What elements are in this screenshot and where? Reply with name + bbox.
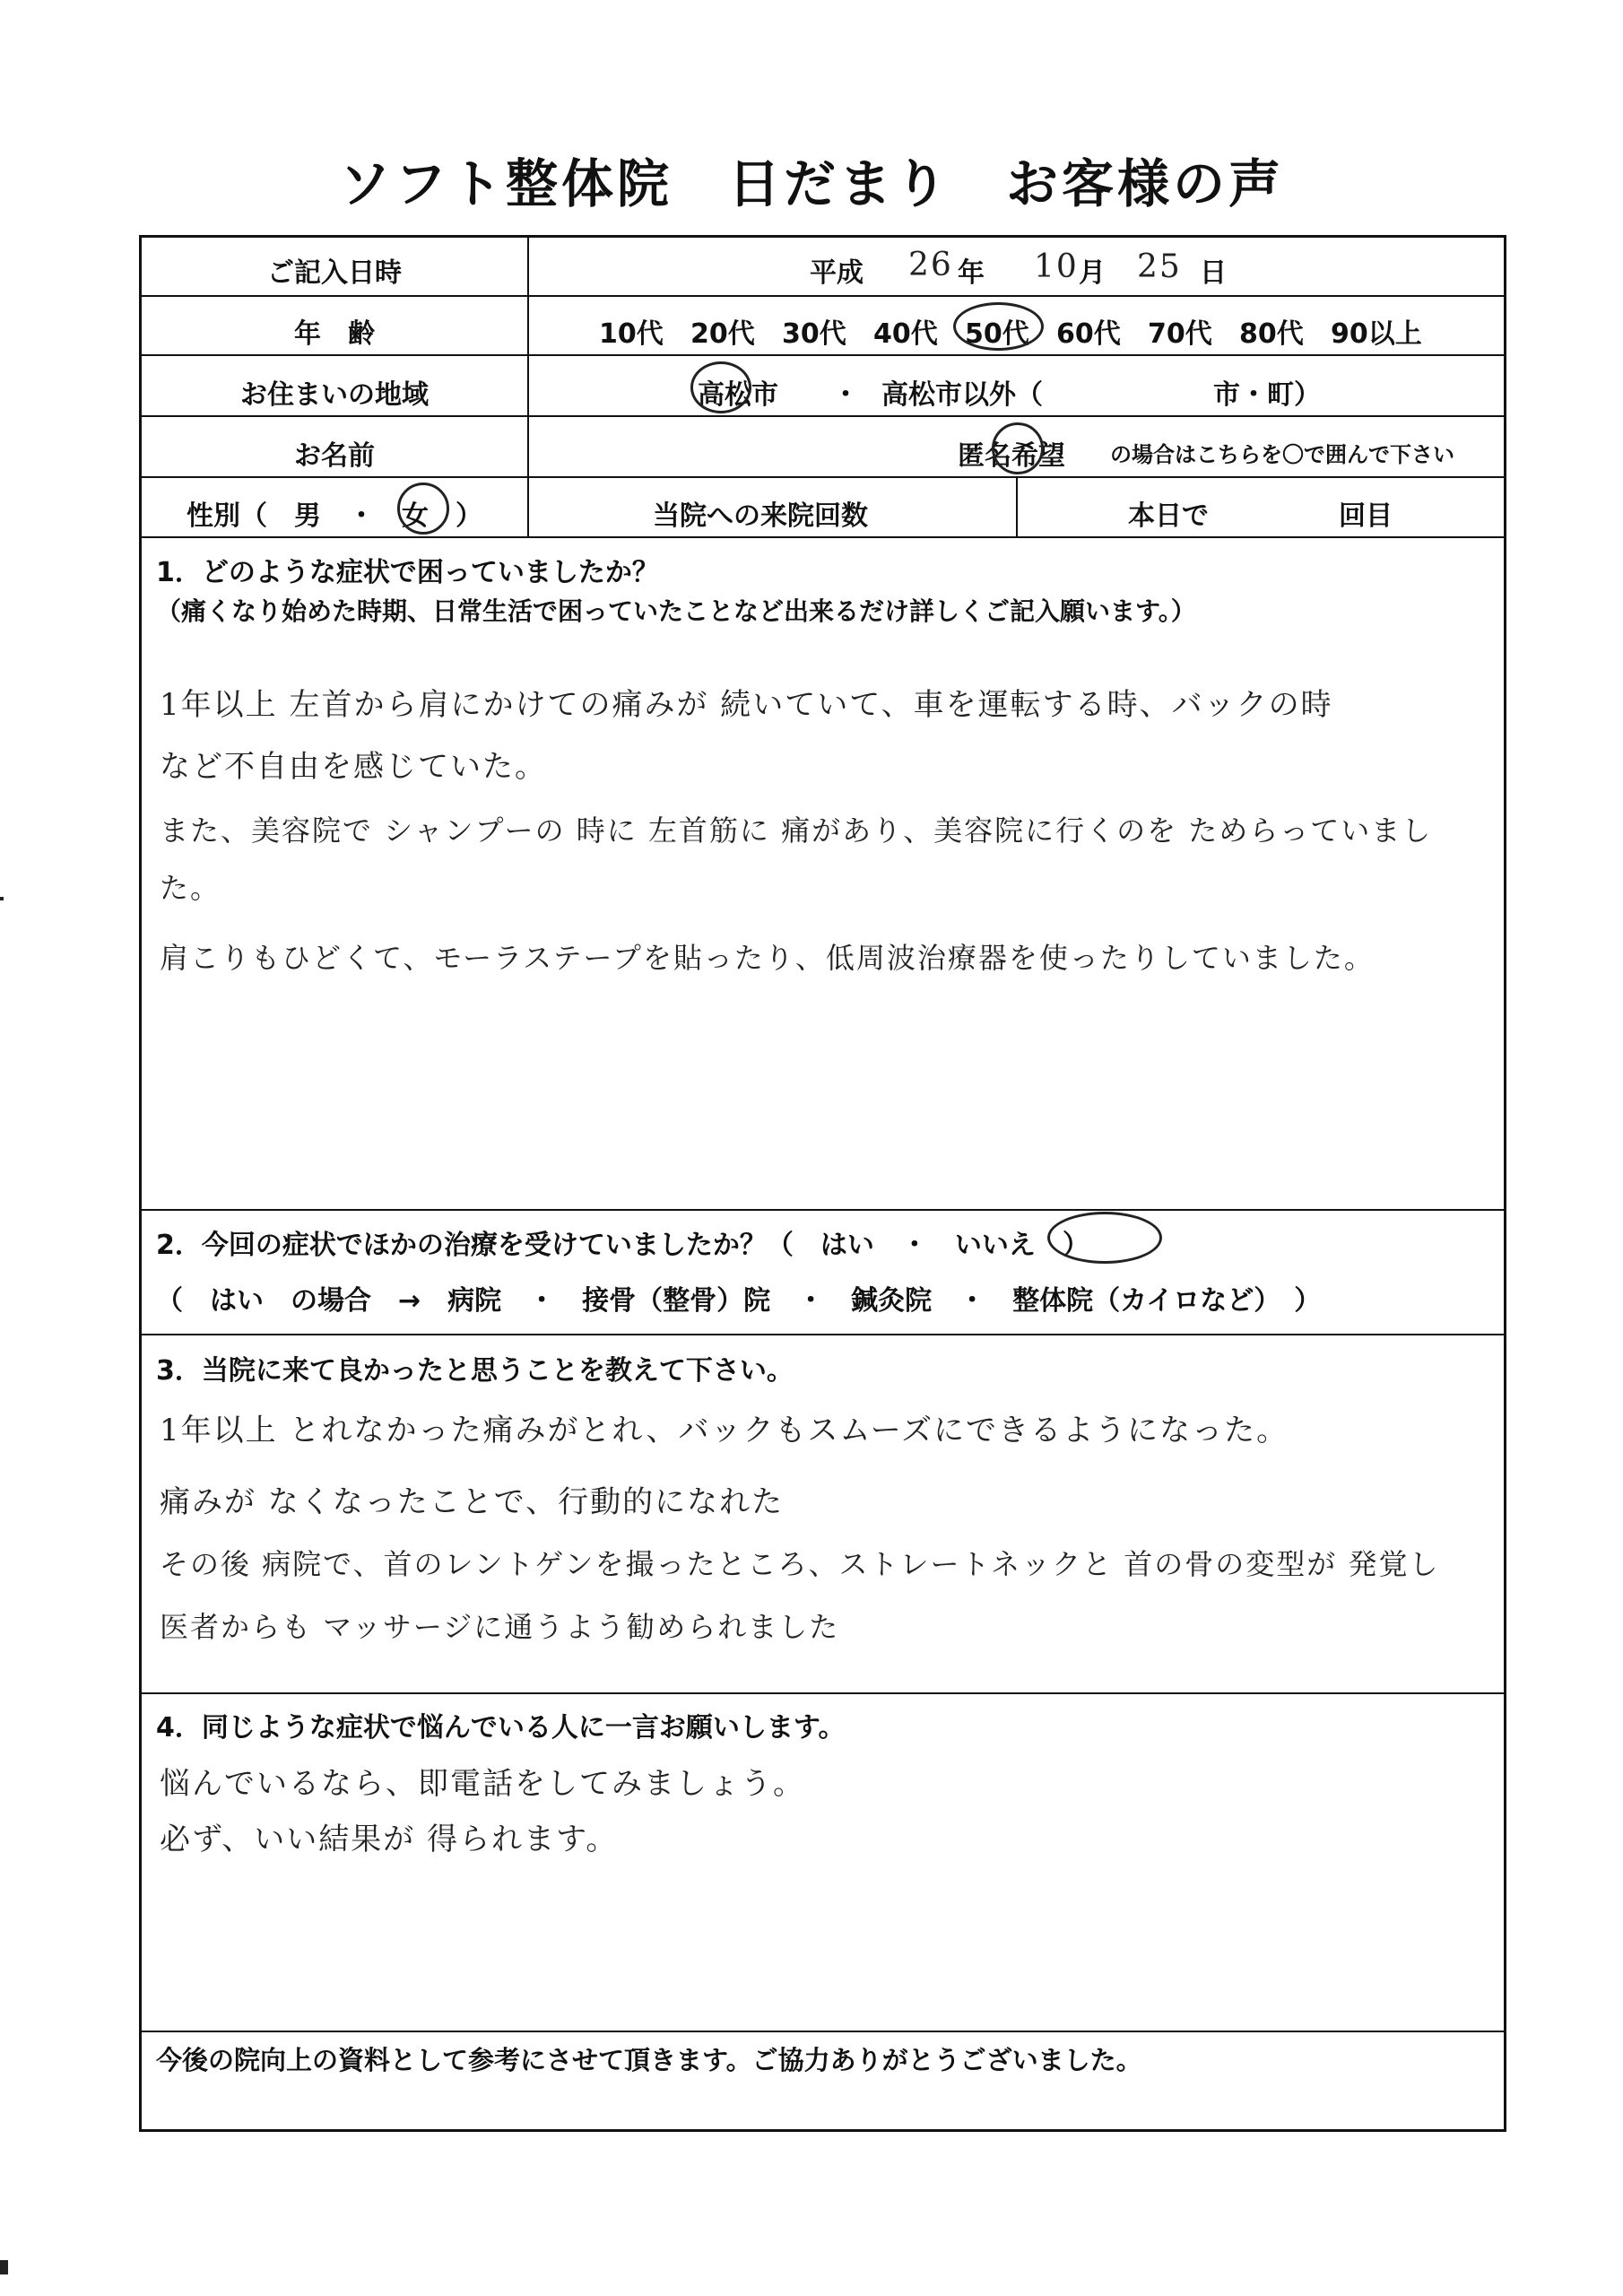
selection-circle [953, 302, 1044, 351]
row-divider [142, 476, 1504, 478]
section-divider [142, 1692, 1504, 1694]
q1-answer-line: た。 [160, 871, 221, 905]
footer-text: 今後の院向上の資料として参考にさせて頂きます。ご協力ありがとうございました。 [156, 2045, 1142, 2075]
q3-answer-line: 医者からも マッサージに通うよう勧められました [160, 1610, 840, 1644]
row-divider [142, 415, 1504, 417]
q3-answer-line: 痛みが なくなったことで、行動的になれた [160, 1484, 785, 1520]
q1-subtext: （痛くなり始めた時期、日常生活で困っていたことなど出来るだけ詳しくご記入願います。） [156, 596, 1196, 626]
day-unit: 日 [1200, 257, 1227, 289]
q2-question: 2．今回の症状でほかの治療を受けていましたか？（ はい ・ いいえ ） [156, 1230, 1089, 1261]
year-value[interactable]: 26 [908, 247, 953, 283]
scan-mark [0, 2260, 8, 2274]
column-divider [527, 238, 529, 536]
section-divider [142, 2031, 1504, 2032]
scan-mark [0, 897, 4, 900]
selection-circle [1047, 1212, 1162, 1264]
q3-answer-line: その後 病院で、首のレントゲンを撮ったところ、ストレートネックと 首の骨の変型が 発覚し [160, 1547, 1440, 1581]
q1-answer-line: また、美容院で シャンプーの 時に 左首筋に 痛があり、美容院に行くのを ためらっていまし [160, 813, 1433, 848]
age-option-80[interactable]: 80代 [1239, 318, 1304, 350]
visits-label: 当院への来院回数 [653, 500, 868, 532]
survey-form [139, 235, 1506, 2132]
q4-question: 4．同じような症状で悩んでいる人に一言お願いします。 [156, 1712, 846, 1744]
q4-answer-line: 必ず、いい結果が 得られます。 [160, 1822, 619, 1857]
age-option-10[interactable]: 10代 [599, 318, 664, 350]
month-value[interactable]: 10 [1034, 248, 1079, 285]
year-unit: 年 [958, 257, 985, 289]
age-option-30[interactable]: 30代 [782, 318, 846, 350]
region-option-other[interactable]: 高松市以外（ [881, 379, 1043, 411]
visits-today-label: 本日で [1128, 500, 1209, 532]
age-option-60[interactable]: 60代 [1056, 318, 1121, 350]
q3-question: 3．当院に来て良かったと思うことを教えて下さい。 [156, 1355, 794, 1387]
q4-answer-line: 悩んでいるなら、即電話をしてみましょう。 [160, 1766, 805, 1802]
visits-unit: 回目 [1339, 500, 1393, 532]
region-option-other-suffix: 市・町） [1213, 379, 1321, 411]
age-option-20[interactable]: 20代 [690, 318, 755, 350]
name-label: お名前 [294, 440, 375, 472]
age-option-70[interactable]: 70代 [1148, 318, 1212, 350]
day-value[interactable]: 25 [1137, 248, 1182, 285]
page-title: ソフト整体院 日だまり お客様の声 [338, 153, 1284, 214]
column-divider [1016, 476, 1018, 536]
region-separator: ・ [832, 379, 859, 411]
era-label: 平成 [810, 257, 864, 289]
anonymous-note: の場合はこちらを〇で囲んで下さい [1110, 442, 1454, 467]
date-label: ご記入日時 [267, 257, 402, 289]
age-option-90[interactable]: 90以上 [1331, 318, 1422, 350]
row-divider [142, 354, 1504, 356]
region-option-takamatsu[interactable]: 高松市 [698, 379, 778, 411]
anonymous-option[interactable]: 匿名希望 [958, 440, 1065, 472]
selection-circle [690, 361, 751, 413]
section-divider [142, 1334, 1504, 1335]
selection-circle [397, 483, 449, 535]
row-divider [142, 295, 1504, 297]
age-option-40[interactable]: 40代 [873, 318, 938, 350]
age-option-50[interactable]: 50代 [965, 318, 1029, 350]
age-label: 年 齢 [294, 318, 375, 350]
q1-question: 1．どのような症状で困っていましたか？ [156, 557, 659, 588]
q1-answer-line: など不自由を感じていた。 [160, 749, 547, 785]
region-label: お住まいの地域 [240, 379, 429, 411]
section-divider [142, 1209, 1504, 1211]
q1-answer-line: 肩こりもひどくて、モーラステープを貼ったり、低周波治療器を使ったりしていました。 [160, 941, 1375, 975]
gender-label: 性別（ 男 ・ 女 ） [187, 500, 482, 532]
q2-subtext: （ はい の場合 → 病院 ・ 接骨（整骨）院 ・ 鍼灸院 ・ 整体院（カイロなど） ） [156, 1285, 1322, 1317]
q3-answer-line: 1年以上 とれなかった痛みがとれ、バックもスムーズにできるようになった。 [160, 1413, 1289, 1448]
row-divider [142, 536, 1504, 538]
selection-circle [992, 422, 1044, 474]
q1-answer-line: 1年以上 左首から肩にかけての痛みが 続いていて、車を運転する時、バックの時 [160, 687, 1333, 723]
month-unit: 月 [1079, 257, 1106, 289]
